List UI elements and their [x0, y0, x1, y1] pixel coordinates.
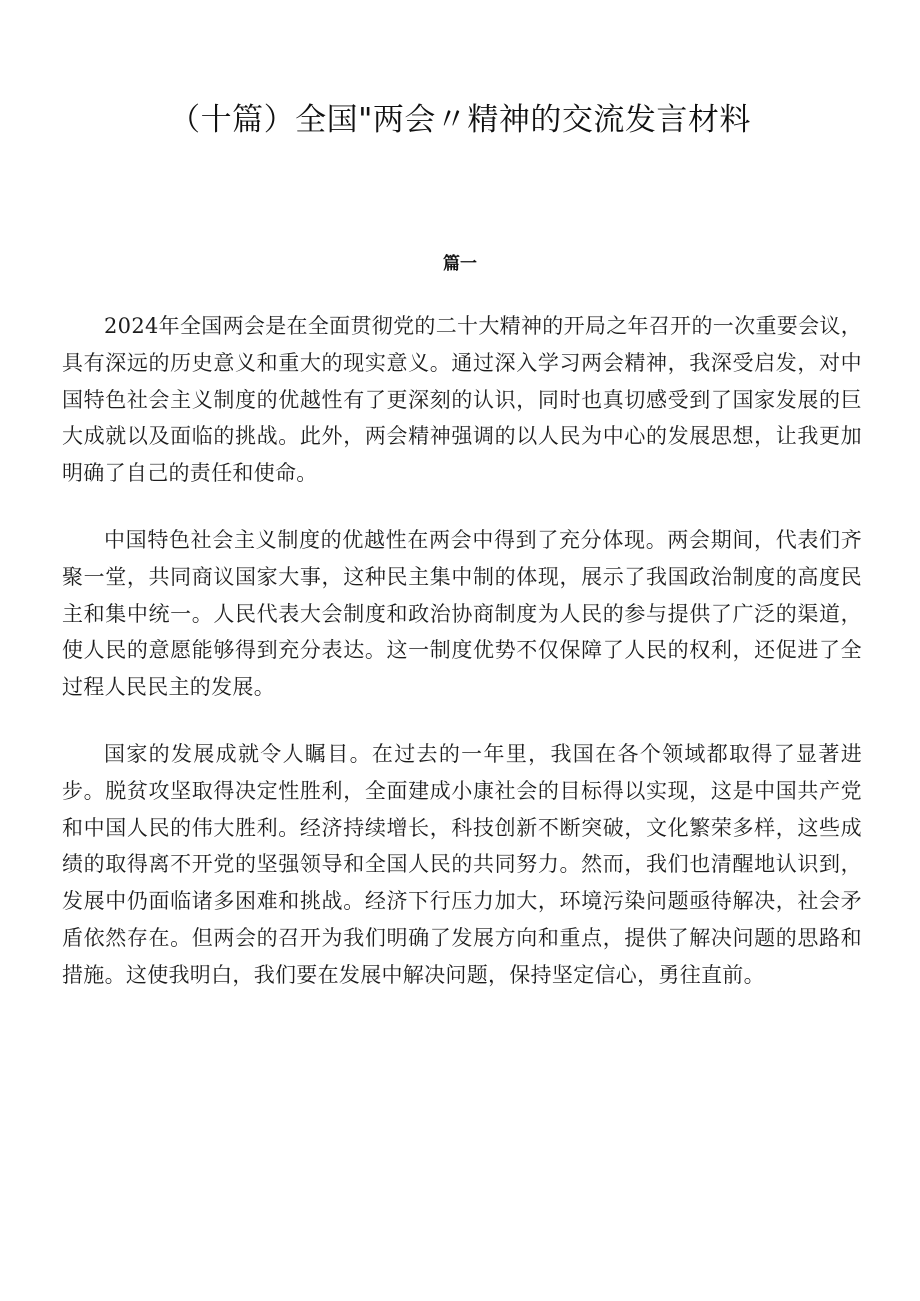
section-heading: 篇一	[443, 254, 477, 274]
document-body	[62, 308, 862, 1024]
paragraph-2: 中国特色社会主义制度的优越性在两会中得到了充分体现。两会期间，代表们齐聚一堂，共同商议国家大事，这种民主集中制的体现，展示了我国政治制度的高度民主和集中统一。人民代表大会制度和政治协商制度为人民的参与提供了广泛的渠道，使人民的意愿能够得到充分表达。这一制度优势不仅保障了人民的权利，还促进了全过程人民民主的发展。	[62, 527, 862, 700]
document-title: （十篇）全国"两会〃精神的交流发言材料	[169, 102, 751, 138]
paragraph-1: 2024年全国两会是在全面贯彻党的二十大精神的开局之年召开的一次重要会议，具有深远的历史意义和重大的现实意义。通过深入学习两会精神，我深受启发，对中国特色社会主义制度的优越性有了更深刻的认识，同时也真切感受到了国家发展的巨大成就以及面临的挑战。此外，两会精神强调的以人民为中心的发展思想，让我更加明确了自己的责任和使命。	[62, 314, 862, 486]
paragraph-3: 国家的发展成就令人瞩目。在过去的一年里，我国在各个领域都取得了显著进步。脱贫攻坚取得决定性胜利，全面建成小康社会的目标得以实现，这是中国共产党和中国人民的伟大胜利。经济持续增长，科技创新不断突破，文化繁荣多样，这些成绩的取得离不开党的坚强领导和全国人民的共同努力。然而，我们也清醒地认识到，发展中仍面临诸多困难和挑战。经济下行压力加大，环境污染问题亟待解决，社会矛盾依然存在。但两会的召开为我们明确了发展方向和重点，提供了解决问题的思路和措施。这使我明白，我们要在发展中解决问题，保持坚定信心，勇往直前。	[62, 741, 862, 987]
